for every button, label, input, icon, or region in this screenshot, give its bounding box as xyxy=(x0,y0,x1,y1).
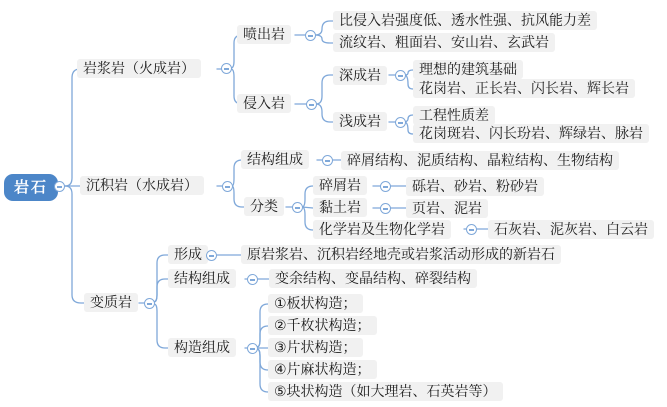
node-meta-structure-types[interactable]: 变余结构、变晶结构、碎裂结构 xyxy=(269,269,477,288)
connector-path xyxy=(154,304,168,348)
minus-icon xyxy=(250,348,255,350)
collapse-icon-chemical[interactable] xyxy=(466,224,477,235)
minus-icon xyxy=(250,279,255,281)
collapse-icon-meta-structure[interactable] xyxy=(247,274,258,285)
collapse-icon-classification[interactable] xyxy=(292,202,303,213)
node-metamorphic[interactable]: 变质岩 xyxy=(84,293,138,312)
node-tectonic-item-2[interactable]: ②千枚状构造； xyxy=(268,316,377,335)
minus-icon xyxy=(383,208,388,210)
connector-path xyxy=(302,207,313,230)
node-extrusive-properties[interactable]: 比侵入岩强度低、透水性强、抗风能力差 xyxy=(333,11,597,30)
node-plutonic-properties[interactable]: 理想的建筑基础 xyxy=(413,60,523,79)
collapse-icon-intrusive[interactable] xyxy=(306,99,317,110)
minus-icon xyxy=(224,68,229,70)
node-igneous[interactable]: 岩浆岩（火成岩） xyxy=(77,59,201,78)
connector-path xyxy=(302,186,313,207)
node-clay-rock[interactable]: 黏土岩 xyxy=(313,198,367,217)
connector-path xyxy=(316,104,333,122)
connector-path xyxy=(315,21,333,35)
node-sedimentary[interactable]: 沉积岩（水成岩） xyxy=(80,176,204,195)
node-chemical-examples[interactable]: 石灰岩、泥灰岩、白云岩 xyxy=(488,220,654,239)
node-meta-structure[interactable]: 结构组成 xyxy=(168,269,236,288)
node-intrusive-rock[interactable]: 侵入岩 xyxy=(237,94,291,113)
collapse-icon-sed-structure[interactable] xyxy=(322,155,333,166)
node-meta-tectonic[interactable]: 构造组成 xyxy=(168,338,236,357)
node-clastic-examples[interactable]: 砾岩、砂岩、粉砂岩 xyxy=(406,177,544,196)
node-clastic-rock[interactable]: 碎屑岩 xyxy=(313,176,367,195)
node-extrusive-examples[interactable]: 流纹岩、粗面岩、安山岩、玄武岩 xyxy=(333,33,555,52)
node-clay-examples[interactable]: 页岩、泥岩 xyxy=(406,199,488,218)
node-hypabyssal-rock[interactable]: 浅成岩 xyxy=(333,112,387,131)
connector-path xyxy=(65,186,84,303)
connector-path xyxy=(405,70,413,75)
node-chemical-rock[interactable]: 化学岩及生物化学岩 xyxy=(313,220,451,239)
connector-path xyxy=(257,326,268,347)
minus-icon xyxy=(398,122,403,124)
connector-path xyxy=(405,115,413,122)
node-root[interactable]: 岩石 xyxy=(4,174,58,201)
collapse-icon-clay[interactable] xyxy=(380,203,391,214)
node-meta-formation-desc[interactable]: 原岩浆岩、沉积岩经地壳或岩浆活动形成的新岩石 xyxy=(241,245,561,264)
node-tectonic-item-5[interactable]: ⑤块状构造（如大理岩、石英岩等） xyxy=(268,382,503,401)
collapse-icon-extrusive[interactable] xyxy=(305,30,316,41)
node-hypabyssal-properties[interactable]: 工程性质差 xyxy=(413,106,495,125)
node-plutonic-rock[interactable]: 深成岩 xyxy=(333,66,387,85)
collapse-icon-sedimentary[interactable] xyxy=(222,181,233,192)
collapse-icon-meta-tectonic[interactable] xyxy=(247,343,258,354)
node-plutonic-examples[interactable]: 花岗岩、正长岩、闪长岩、辉长岩 xyxy=(413,79,635,98)
connector-path xyxy=(405,122,413,134)
connector-path xyxy=(154,279,168,302)
connector-path xyxy=(315,35,333,43)
connector-path xyxy=(257,349,268,370)
connector-path xyxy=(232,186,244,207)
minus-icon xyxy=(383,186,388,188)
collapse-icon-clastic[interactable] xyxy=(380,181,391,192)
connector-path xyxy=(65,69,80,186)
connector-path xyxy=(316,75,333,104)
node-tectonic-item-1[interactable]: ①板状构造； xyxy=(268,294,363,313)
collapse-icon-plutonic[interactable] xyxy=(395,70,406,81)
minus-icon xyxy=(325,160,330,162)
node-meta-formation[interactable]: 形成 xyxy=(168,245,208,264)
minus-icon xyxy=(398,75,403,77)
node-sed-structure-types[interactable]: 碎屑结构、泥质结构、晶粒结构、生物结构 xyxy=(341,151,619,170)
node-extrusive-rock[interactable]: 喷出岩 xyxy=(237,25,291,44)
collapse-icon-metamorphic[interactable] xyxy=(144,298,155,309)
node-tectonic-item-3[interactable]: ③片状构造； xyxy=(268,338,363,357)
node-hypabyssal-examples[interactable]: 花岗斑岩、闪长玢岩、辉绿岩、脉岩 xyxy=(413,124,649,143)
collapse-icon-hypabyssal[interactable] xyxy=(395,117,406,128)
node-tectonic-item-4[interactable]: ④片麻状构造； xyxy=(268,360,377,379)
connector-path xyxy=(405,75,413,89)
minus-icon xyxy=(225,186,230,188)
minus-icon xyxy=(308,35,313,37)
minus-icon xyxy=(469,229,474,231)
minus-icon xyxy=(295,207,300,209)
collapse-icon-igneous[interactable] xyxy=(221,63,232,74)
minus-icon xyxy=(147,303,152,305)
collapse-icon-meta-formation[interactable] xyxy=(206,250,217,261)
minus-icon xyxy=(309,104,314,106)
node-sed-classification[interactable]: 分类 xyxy=(244,197,284,216)
minus-icon xyxy=(57,186,62,188)
node-sed-structure[interactable]: 结构组成 xyxy=(241,150,309,169)
minus-icon xyxy=(209,255,214,257)
collapse-icon-root[interactable] xyxy=(54,181,65,192)
